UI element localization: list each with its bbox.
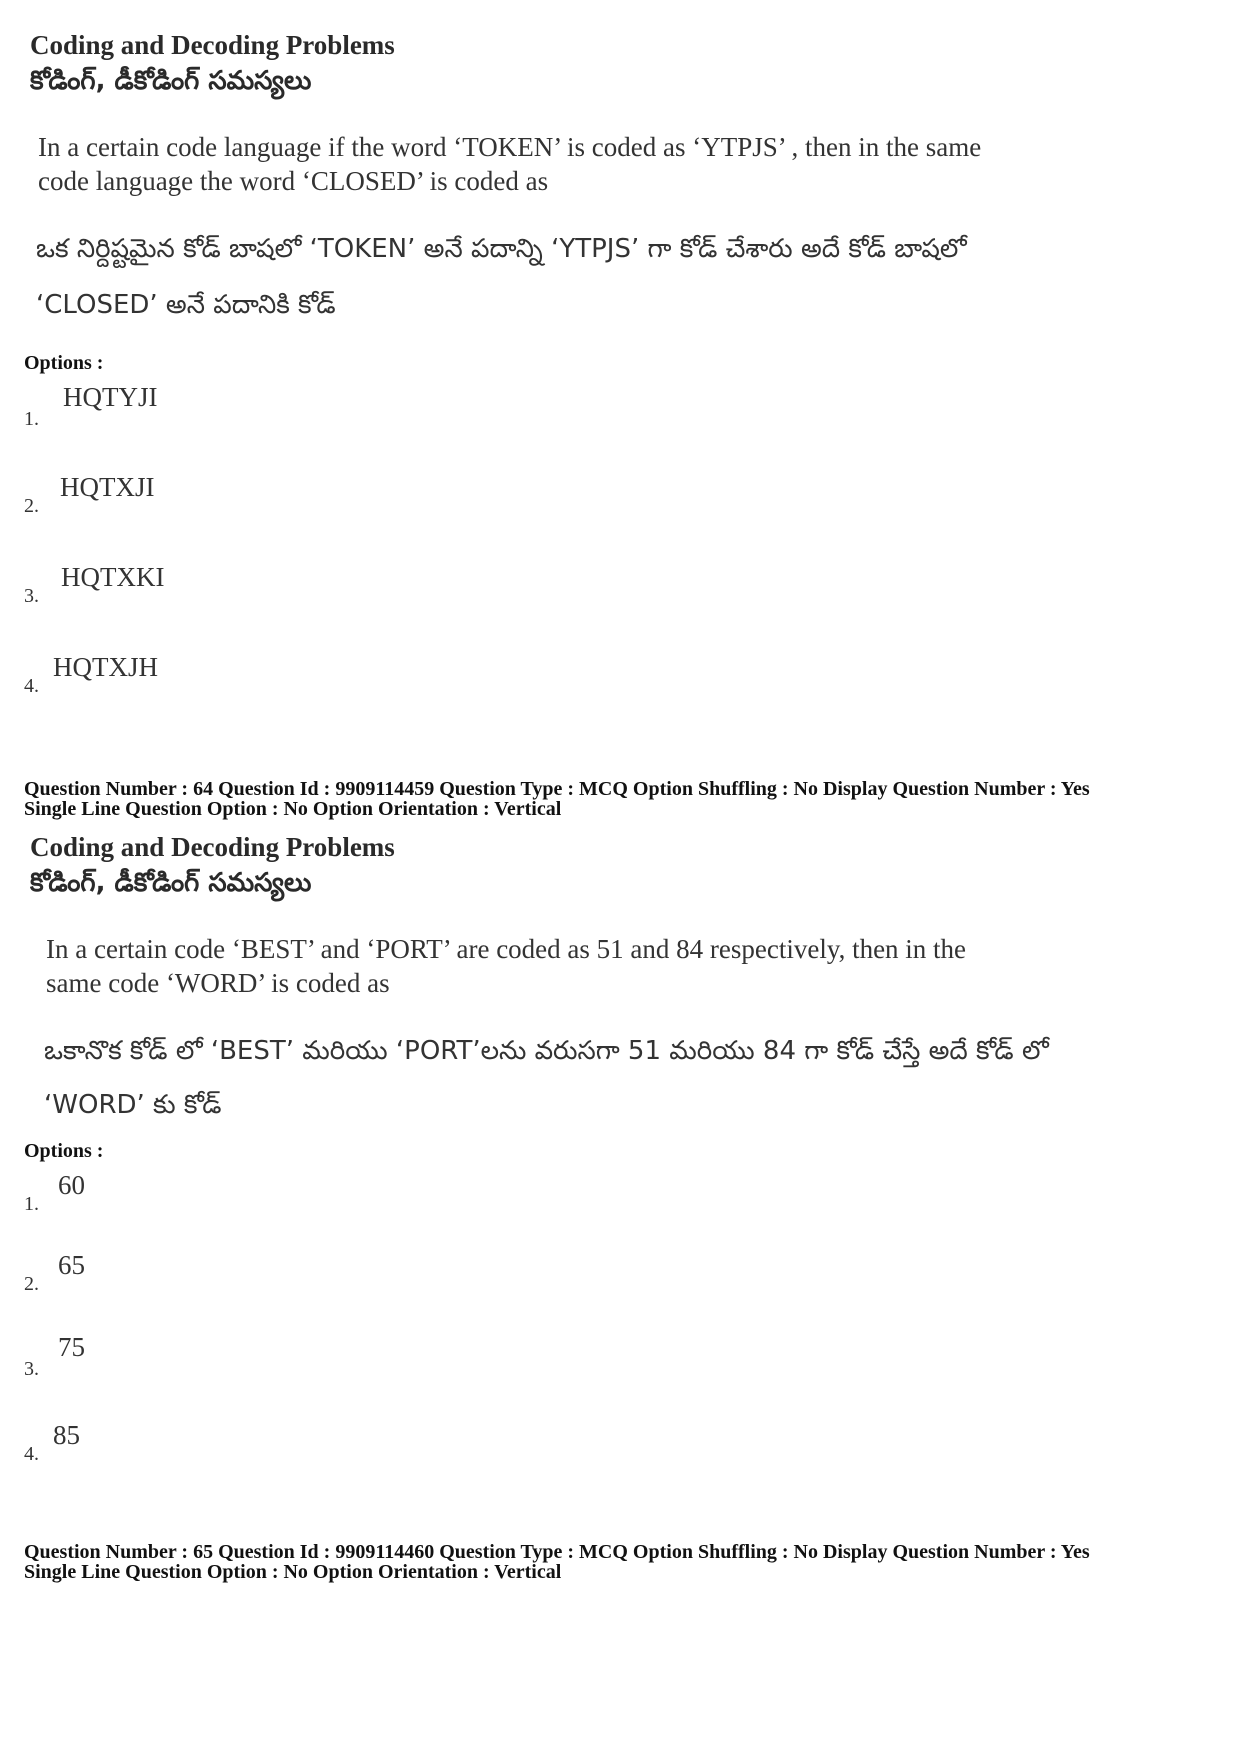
- option-number: 4.: [24, 1443, 39, 1465]
- option-text: 85: [53, 1420, 80, 1450]
- section-title-telugu: కోడింగ్, డీకోడింగ్ సమస్యలు: [30, 868, 312, 898]
- option-number: 4.: [24, 675, 39, 697]
- option-text: HQTXJI: [60, 472, 155, 502]
- meta-line1: Question Number : 65 Question Id : 9909114460 Question Type : MCQ Option Shuffling : No Display Question Number : Yes: [24, 1541, 1090, 1563]
- meta-line2: Single Line Question Option : No Option Orientation : Vertical: [24, 798, 562, 820]
- options-label: Options :: [24, 352, 104, 374]
- question-text-telugu-line1: ఒకానొక కోడ్ లో ‘BEST’ మరియు ‘PORT’లను వరుసగా 51 మరియు 84 గా కోడ్ చేస్తే అదే కోడ్ లో: [44, 1036, 1049, 1066]
- question-text-telugu-line1: ఒక నిర్దిష్టమైన కోడ్ బాషలో ‘TOKEN’ అనే పదాన్ని ‘YTPJS’ గా కోడ్ చేశారు అదే కోడ్ బాషలో: [36, 234, 967, 264]
- option-number: 1.: [24, 1193, 39, 1215]
- section-title: Coding and Decoding Problems: [30, 30, 395, 60]
- question-text-telugu-line2: ‘WORD’ కు కోడ్: [44, 1090, 222, 1120]
- option-text: HQTYJI: [63, 382, 158, 412]
- option-number: 3.: [24, 1358, 39, 1380]
- option-text: HQTXKI: [61, 562, 165, 592]
- section-title: Coding and Decoding Problems: [30, 832, 395, 862]
- question-text-english-line1: In a certain code language if the word ‘TOKEN’ is coded as ‘YTPJS’ , then in the same: [38, 132, 982, 162]
- section-title-telugu: కోడింగ్, డీకోడింగ్ సమస్యలు: [30, 66, 312, 96]
- meta-line2: Single Line Question Option : No Option Orientation : Vertical: [24, 1561, 562, 1583]
- option-number: 2.: [24, 495, 39, 517]
- option-number: 3.: [24, 585, 39, 607]
- question-text-english-line1: In a certain code ‘BEST’ and ‘PORT’ are coded as 51 and 84 respectively, then in the: [46, 934, 967, 964]
- option-text: 65: [58, 1250, 85, 1280]
- meta-line1: Question Number : 64 Question Id : 9909114459 Question Type : MCQ Option Shuffling : No Display Question Number : Yes: [24, 778, 1090, 800]
- options-label: Options :: [24, 1140, 104, 1162]
- option-text: 75: [58, 1332, 85, 1362]
- question-text-english-line2: code language the word ‘CLOSED’ is coded as: [38, 166, 549, 196]
- question-text-english-line2: same code ‘WORD’ is coded as: [46, 968, 390, 998]
- option-text: 60: [58, 1170, 85, 1200]
- question-text-telugu-line2: ‘CLOSED’ అనే పదానికి కోడ్: [36, 290, 336, 320]
- option-text: HQTXJH: [53, 652, 158, 682]
- option-number: 1.: [24, 408, 39, 430]
- option-number: 2.: [24, 1273, 39, 1295]
